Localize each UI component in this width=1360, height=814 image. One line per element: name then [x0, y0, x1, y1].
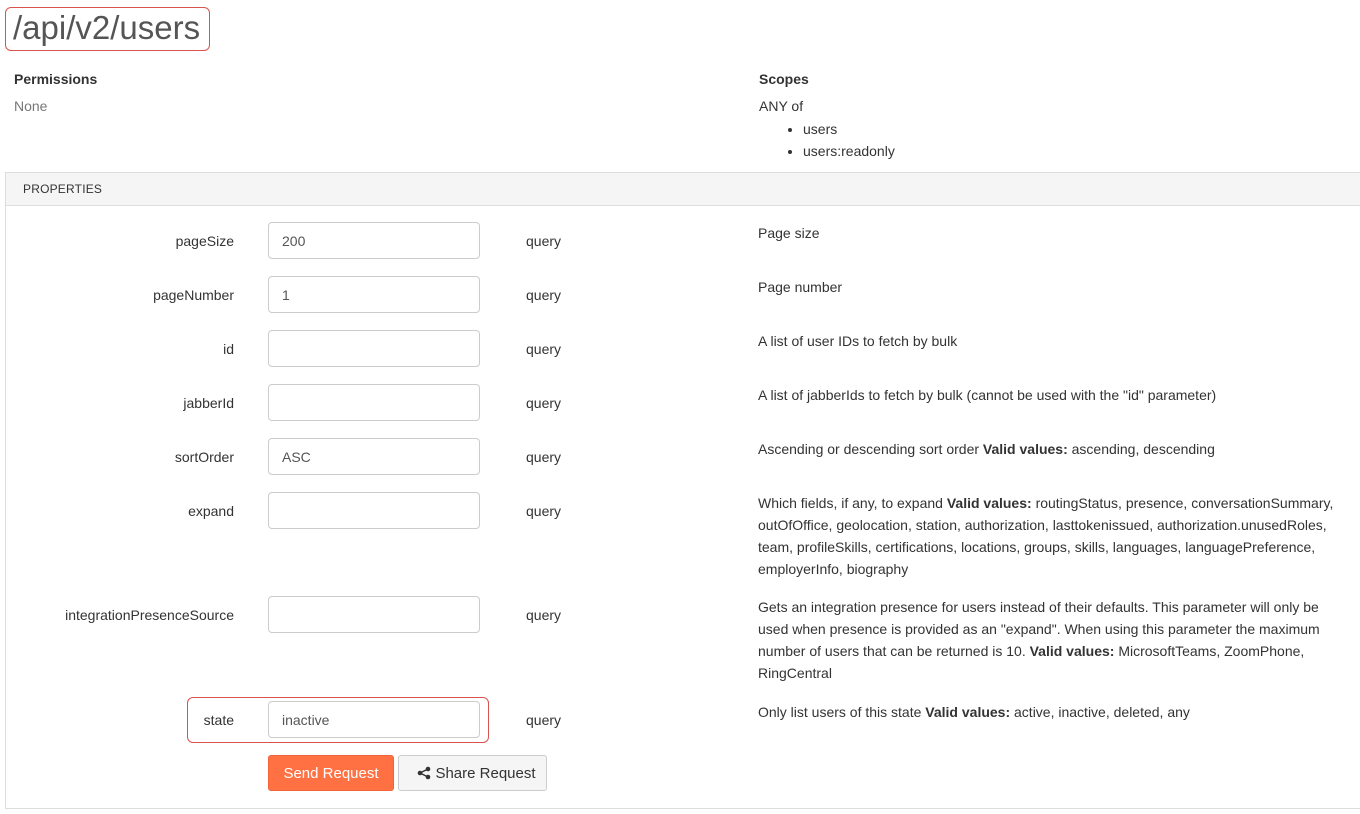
param-label-pagenumber: pageNumber: [153, 287, 234, 303]
share-request-button[interactable]: [398, 755, 547, 791]
valid-values-label: Valid values:: [925, 704, 1011, 720]
param-input-sortorder[interactable]: [268, 438, 480, 475]
param-desc-text: Gets an integration presence for users instead of their defaults. This parameter will only be used when presence is provided as an "expand". When using this parameter the maximum number of users that can be returned is 10.: [758, 599, 1320, 659]
permissions-heading: Permissions: [14, 71, 98, 87]
share-request-label: Share Request: [435, 765, 536, 782]
param-input-expand[interactable]: [268, 492, 480, 529]
share-icon: [417, 759, 431, 773]
param-desc-text: Which fields, if any, to expand: [758, 495, 943, 511]
param-location-integrationpresencesource: query: [526, 607, 562, 623]
valid-values-label: Valid values:: [982, 441, 1068, 457]
param-location-jabberid: query: [526, 395, 562, 411]
valid-values: routingStatus, presence, conversationSummary, outOfOffice, geolocation, station, authorization, lasttokenissued, authorization.unusedRoles, team, profileSkills, certifications, locations, groups, skills, languages, languagePreference, employerInfo, biography: [758, 495, 1334, 577]
send-request-button[interactable]: Send Request: [268, 755, 394, 791]
param-desc-sortorder: [758, 438, 1343, 460]
valid-values: active, inactive, deleted, any: [1014, 704, 1190, 720]
param-location-pagesize: query: [526, 233, 562, 249]
param-desc-text: Page size: [758, 225, 820, 241]
valid-values-label: Valid values:: [946, 495, 1032, 511]
param-input-id[interactable]: [268, 330, 480, 367]
permissions-value: None: [14, 98, 48, 114]
param-desc-pagesize: [758, 222, 1343, 244]
scope-item: • users: [803, 118, 895, 140]
param-input-pagesize[interactable]: [268, 222, 480, 259]
param-desc-integrationpresencesource: [758, 596, 1343, 684]
valid-values: MicrosoftTeams, ZoomPhone, RingCentral: [758, 643, 1305, 681]
scopes-list: [780, 118, 895, 162]
scopes-heading: Scopes: [759, 71, 809, 87]
param-desc-id: [758, 330, 1343, 352]
param-label-integrationpresencesource: integrationPresenceSource: [65, 607, 234, 623]
param-desc-text: Page number: [758, 279, 843, 295]
scope-item: • users:readonly: [803, 140, 895, 162]
param-location-pagenumber: query: [526, 287, 562, 303]
param-desc-text: A list of jabberIds to fetch by bulk (cannot be used with the "id" parameter): [758, 387, 1217, 403]
param-desc-text: A list of user IDs to fetch by bulk: [758, 333, 958, 349]
param-label-state: state: [203, 712, 234, 728]
param-location-id: query: [526, 341, 562, 357]
param-desc-jabberid: [758, 384, 1343, 406]
param-location-expand: query: [526, 503, 562, 519]
valid-values-label: Valid values:: [1029, 643, 1115, 659]
param-label-pagesize: pageSize: [175, 233, 234, 249]
param-input-integrationpresencesource[interactable]: [268, 596, 480, 633]
param-input-pagenumber[interactable]: [268, 276, 480, 313]
param-input-jabberid[interactable]: [268, 384, 480, 421]
valid-values: ascending, descending: [1071, 441, 1215, 457]
param-label-jabberid: jabberId: [183, 395, 234, 411]
param-label-id: id: [223, 341, 234, 357]
param-location-state: query: [526, 712, 562, 728]
param-desc-expand: [758, 492, 1343, 580]
param-label-expand: expand: [188, 503, 234, 519]
param-input-state[interactable]: [268, 701, 480, 738]
param-label-sortorder: sortOrder: [174, 449, 234, 465]
endpoint-title: /api/v2/users: [5, 7, 210, 51]
param-desc-state: [758, 701, 1343, 723]
scopes-qualifier: ANY of: [759, 98, 804, 114]
param-desc-text: Ascending or descending sort order: [758, 441, 980, 457]
param-desc-pagenumber: [758, 276, 1343, 298]
param-desc-text: Only list users of this state: [758, 704, 922, 720]
param-location-sortorder: query: [526, 449, 562, 465]
properties-heading: PROPERTIES: [6, 173, 1360, 206]
